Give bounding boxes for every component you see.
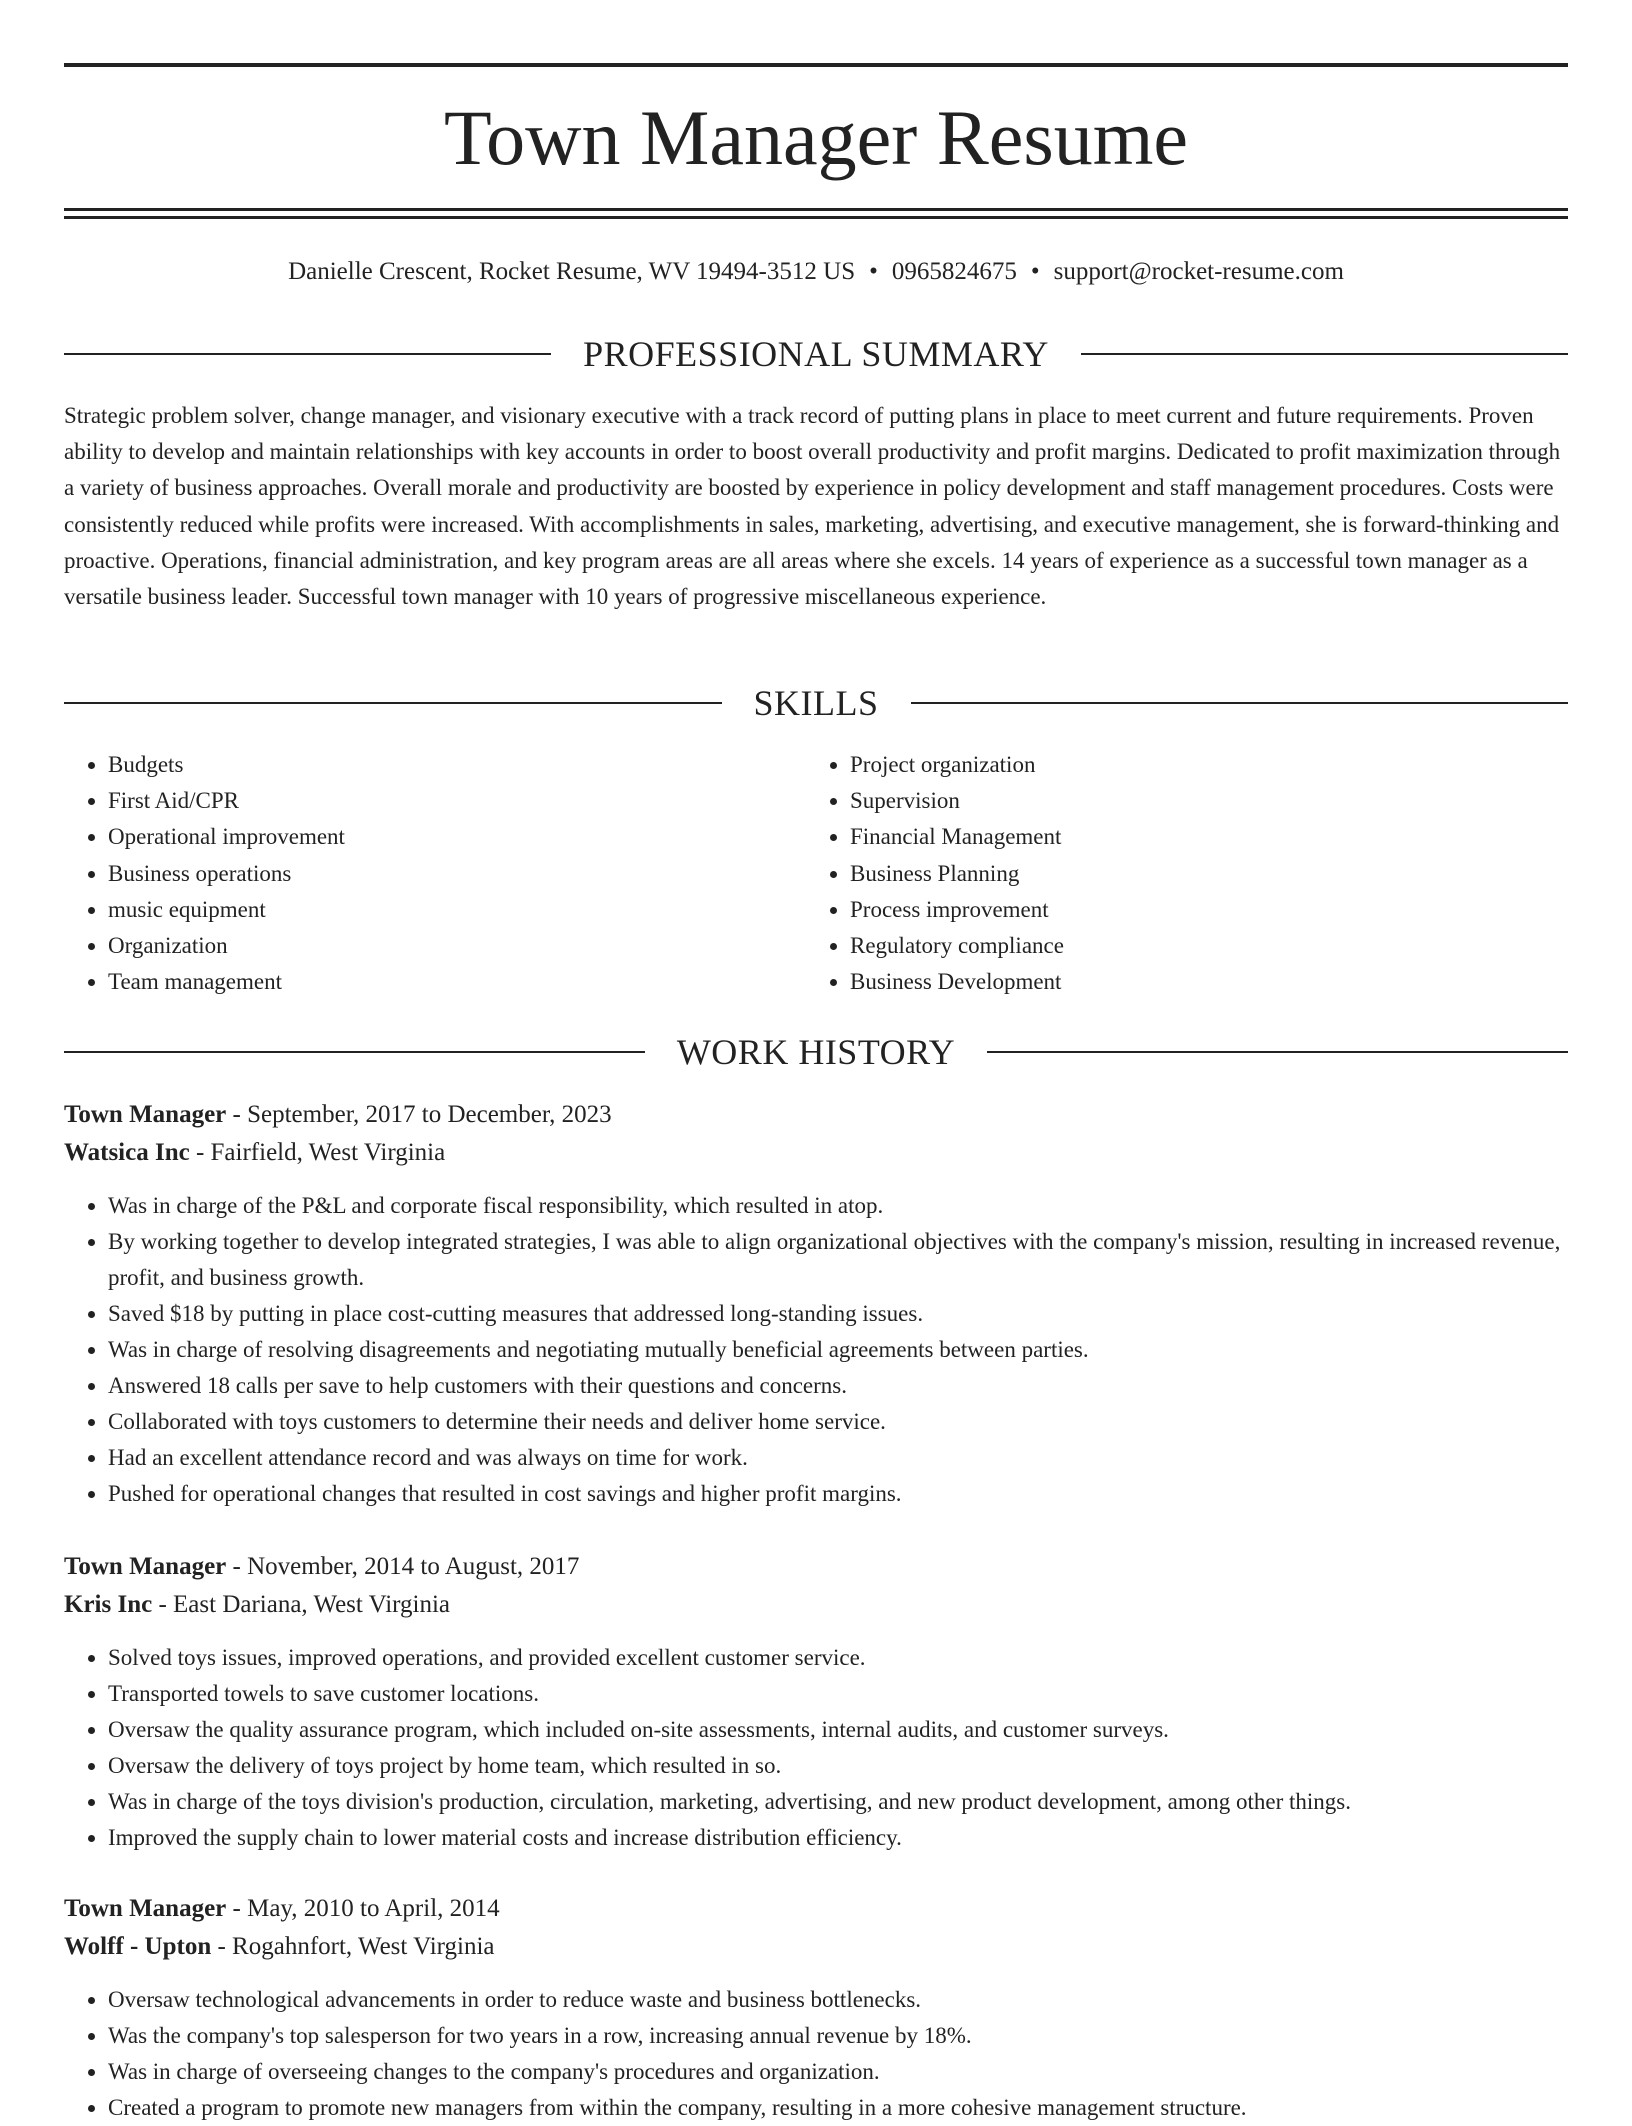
skill-item: • Business Development (850, 964, 1548, 1000)
job-bullet: • Was in charge of the P&L and corporate fiscal responsibility, which resulted in atop. (108, 1188, 1568, 1224)
skill-item: • Business operations (108, 856, 806, 892)
job-location: - Rogahnfort, West Virginia (211, 1933, 495, 1960)
resume-title: Town Manager Resume (443, 94, 1188, 181)
header-double-rule-lower (64, 216, 1568, 219)
job-company: Watsica Inc (64, 1139, 190, 1166)
job-bullets (64, 1982, 1568, 2126)
job-bullet: • Created a program to promote new managers from within the company, resulting in a more cohesive management structure. (108, 2090, 1568, 2126)
heading-rule-left (64, 353, 551, 355)
skill-item: • Project organization (850, 747, 1548, 783)
skill-item: • Financial Management (850, 819, 1548, 855)
job-title-line (64, 1096, 1568, 1134)
job-company: Wolff - Upton (64, 1933, 212, 1960)
job-company: Kris Inc (64, 1591, 153, 1618)
job-bullet: • Saved $18 by putting in place cost-cutting measures that addressed long-standing issues. (108, 1296, 1568, 1332)
job-bullet: • Oversaw the delivery of toys project by home team, which resulted in so. (108, 1748, 1568, 1784)
skills-list (64, 747, 1568, 1000)
job-bullet: • Was the company's top salesperson for two years in a row, increasing annual revenue by 18%. (108, 2018, 1568, 2054)
job-bullet: • Was in charge of resolving disagreements and negotiating mutually beneficial agreements between parties. (108, 1332, 1568, 1368)
section-title: PROFESSIONAL SUMMARY (583, 334, 1049, 374)
job-dates: - May, 2010 to April, 2014 (226, 1895, 500, 1922)
skill-item: • Budgets (108, 747, 806, 783)
contact-phone: 0965824675 (891, 258, 1017, 285)
heading-rule-left (64, 702, 722, 704)
job-title: Town Manager (64, 1895, 227, 1922)
skill-item: • Process improvement (850, 892, 1548, 928)
skills-column-left (64, 747, 806, 1000)
header-double-rule-upper (64, 208, 1568, 211)
job-company-line (64, 1586, 1568, 1624)
skill-item: • Regulatory compliance (850, 928, 1548, 964)
job-title: Town Manager (64, 1553, 227, 1580)
skills-column-right (806, 747, 1548, 1000)
job-dates: - November, 2014 to August, 2017 (226, 1553, 580, 1580)
skill-item: • music equipment (108, 892, 806, 928)
job-entry (64, 1096, 1568, 1512)
job-bullet: • Oversaw the quality assurance program, which included on-site assessments, internal audits, and customer surveys. (108, 1712, 1568, 1748)
job-bullet: • Was in charge of overseeing changes to the company's procedures and organization. (108, 2054, 1568, 2090)
contact-separator: • (1030, 258, 1040, 285)
section-heading-work-history (64, 1030, 1568, 1074)
job-bullet: • Pushed for operational changes that resulted in cost savings and higher profit margins. (108, 1476, 1568, 1512)
job-location: - East Dariana, West Virginia (152, 1591, 451, 1618)
skill-item: • Team management (108, 964, 806, 1000)
job-entry (64, 1890, 1568, 2126)
job-bullets (64, 1188, 1568, 1512)
job-company-line (64, 1928, 1568, 1966)
job-bullet: • Transported towels to save customer locations. (108, 1676, 1568, 1712)
job-bullets (64, 1640, 1568, 1856)
contact-line (64, 252, 1568, 292)
job-title-line (64, 1548, 1568, 1586)
job-bullet: • Was in charge of the toys division's production, circulation, marketing, advertising, and new product development, among other things. (108, 1784, 1568, 1820)
skill-item: • Organization (108, 928, 806, 964)
heading-rule-right (987, 1051, 1568, 1053)
heading-rule-right (1081, 353, 1568, 355)
job-dates: - September, 2017 to December, 2023 (226, 1101, 612, 1128)
job-company-line (64, 1134, 1568, 1172)
contact-separator: • (869, 258, 878, 285)
job-bullet: • Answered 18 calls per save to help customers with their questions and concerns. (108, 1368, 1568, 1404)
job-bullet: • Improved the supply chain to lower material costs and increase distribution efficiency. (108, 1820, 1568, 1856)
job-title: Town Manager (64, 1101, 227, 1128)
heading-rule-right (911, 702, 1569, 704)
job-title-line (64, 1890, 1568, 1928)
header-top-rule (64, 63, 1568, 67)
heading-rule-left (64, 1051, 645, 1053)
section-heading-summary (64, 332, 1568, 376)
skill-item: • Operational improvement (108, 819, 806, 855)
job-bullet: • Had an excellent attendance record and was always on time for work. (108, 1440, 1568, 1476)
section-title: WORK HISTORY (676, 1032, 956, 1072)
job-bullet: • By working together to develop integrated strategies, I was able to align organizational objectives with the company's mission, resulting in increased revenue, profit, and business growth. (108, 1224, 1568, 1296)
section-title: SKILLS (753, 683, 879, 723)
skill-item: • Business Planning (850, 856, 1548, 892)
section-heading-skills (64, 681, 1568, 725)
job-bullet: • Solved toys issues, improved operations, and provided excellent customer service. (108, 1640, 1568, 1676)
job-bullet: • Oversaw technological advancements in order to reduce waste and business bottlenecks. (108, 1982, 1568, 2018)
job-entry (64, 1548, 1568, 1856)
summary-text: Strategic problem solver, change manager, and visionary executive with a track record of putting plans in place to meet current and future requirements. Proven ability to develop and maintain relationships with key accounts in order to boost overall productivity and profit margins. Dedicated to profit maximization through a variety of business approaches. Overall morale and productivity are boosted by experience in policy development and staff management procedures. Costs were consistently reduced while profits were increased. With accomplishments in sales, marketing, advertising, and executive management, she is forward-thinking and proactive. Operations, financial administration, and key program areas are all areas where she excels. 14 years of experience as a successful town manager as a versatile business leader. Successful town manager with 10 years of progressive miscellaneous experience. (64, 403, 1561, 610)
contact-email: support@rocket-resume.com (1053, 258, 1344, 285)
skill-item: • First Aid/CPR (108, 783, 806, 819)
job-bullet: • Collaborated with toys customers to determine their needs and deliver home service. (108, 1404, 1568, 1440)
job-location: - Fairfield, West Virginia (189, 1139, 446, 1166)
contact-address: Danielle Crescent, Rocket Resume, WV 19494-3512 US (288, 258, 856, 285)
skill-item: • Supervision (850, 783, 1548, 819)
